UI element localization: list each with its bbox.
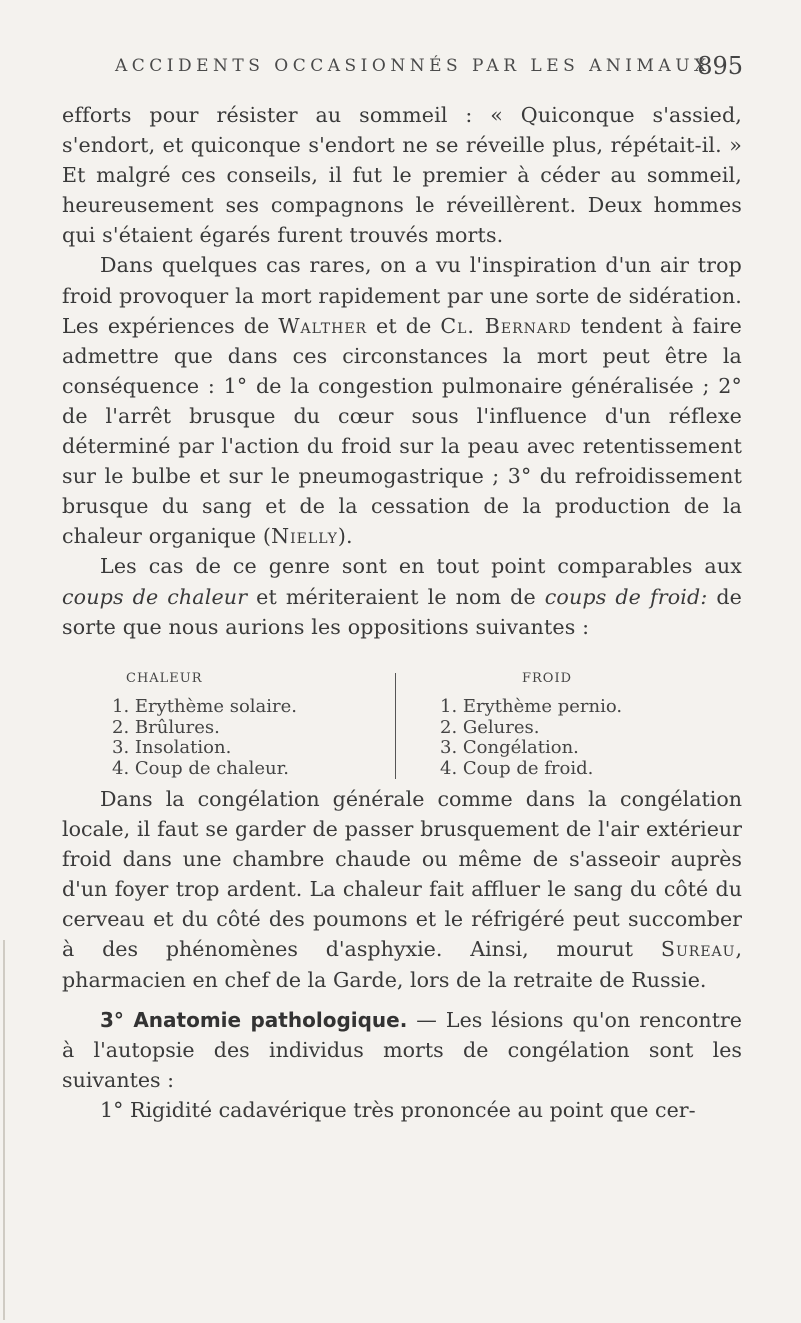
list-item: 4. Coup de froid. [440, 757, 594, 779]
list-item: 1. Erythème pernio. [440, 696, 623, 717]
section-text: — Les lésions qu'on rencontre à l'autopsie des individus morts de congélation sont les suivantes : [62, 1007, 742, 1092]
paragraph-comparaison [62, 551, 742, 641]
list-item: 1. Erythème solaire. [112, 696, 298, 717]
running-title: ACCIDENTS OCCASIONNÉS PAR LES ANIMAUX [115, 56, 711, 76]
list-item: 3. Insolation. [112, 737, 232, 758]
p4-text-a: Dans la congélation générale comme dans la congélation locale, il faut se garder de passer brusquement de l'air extérieur froid dans une chambre chaude ou même de s'asseoir auprès d'un foyer trop ardent. La chaleur fait affluer le sang du côté du cerveau et du côté des poumons et le réfrigéré peut succomber à des phénomènes d'asphyxie. Ainsi, mourut [62, 787, 742, 962]
main-text [62, 100, 742, 642]
list-item: 4. Coup de chaleur. [112, 757, 289, 779]
person-sureau: Sureau [660, 937, 736, 962]
p2-text-a: Dans quelques cas rares, on a vu l'inspiration d'un air trop froid provoquer la mort rapidement par une sorte de sidération. Les expériences de [62, 253, 742, 338]
paragraph-sommeil: efforts pour résister au sommeil : « Quiconque s'assied, s'endort, et quiconque s'endort ne se réveille plus, répétait-il. » Et malgré ces conseils, il fut le premier à céder au sommeil, heureusement ses compagnons le réveillèrent. Deux hommes qui s'étaient égarés furent trouvés morts. [62, 103, 742, 248]
p2-text-c: tendent à faire admettre que dans ces circonstances la mort peut être la conséquence : 1° de la congestion pulmonaire généralisée ; 2° de l'arrêt brusque du cœur sous l'influence d'un réflexe déterminé par l'action du froid sur la peau avec retentissement sur le bulbe et sur le pneumogastrique ; 3° du refroidissement brusque du sang et de la cessation de la production de la chaleur organique ( [62, 313, 742, 549]
column-header-chaleur: CHALEUR [126, 671, 203, 686]
author-bernard: Cl. Bernard [440, 313, 572, 338]
p2-text-b: et de [367, 313, 441, 338]
term-coups-chaleur: coups de chaleur [62, 584, 248, 609]
author-walther: Walther [278, 313, 368, 338]
column-froid [440, 669, 710, 779]
paragraph-sideration [62, 250, 742, 551]
running-head [0, 52, 801, 82]
p2-text-d: ). [337, 524, 353, 549]
paragraph-rigidite: 1° Rigidité cadavérique très prononcée au point que cer- [100, 1097, 696, 1122]
p4-text-b: , pharmacien en chef de la Garde, lors de la retraite de Russie. [62, 937, 742, 992]
list-item: 2. Gelures. [440, 716, 540, 738]
page-number: 895 [697, 52, 743, 80]
page-edge-shadow [3, 940, 5, 1320]
p3-text-c: de sorte que nous aurions les oppositions suivantes : [62, 584, 743, 639]
p3-text-a: Les cas de ce genre sont en tout point comparables aux [100, 554, 742, 579]
list-item: 3. Congélation. [440, 737, 579, 758]
column-chaleur [112, 669, 382, 779]
p3-text-b: et mériteraient le nom de [247, 584, 545, 609]
lower-text [62, 784, 742, 1125]
opposition-table [112, 669, 732, 781]
column-divider [395, 673, 396, 779]
author-nielly: Nielly [271, 524, 338, 549]
paragraph-congelation [62, 784, 742, 995]
term-coups-froid: coups de froid: [544, 584, 708, 609]
column-header-froid: FROID [522, 671, 573, 686]
section-anatomie [62, 1005, 742, 1095]
section-heading: 3° Anatomie pathologique. [100, 1007, 408, 1032]
list-item: 2. Brûlures. [112, 716, 220, 738]
